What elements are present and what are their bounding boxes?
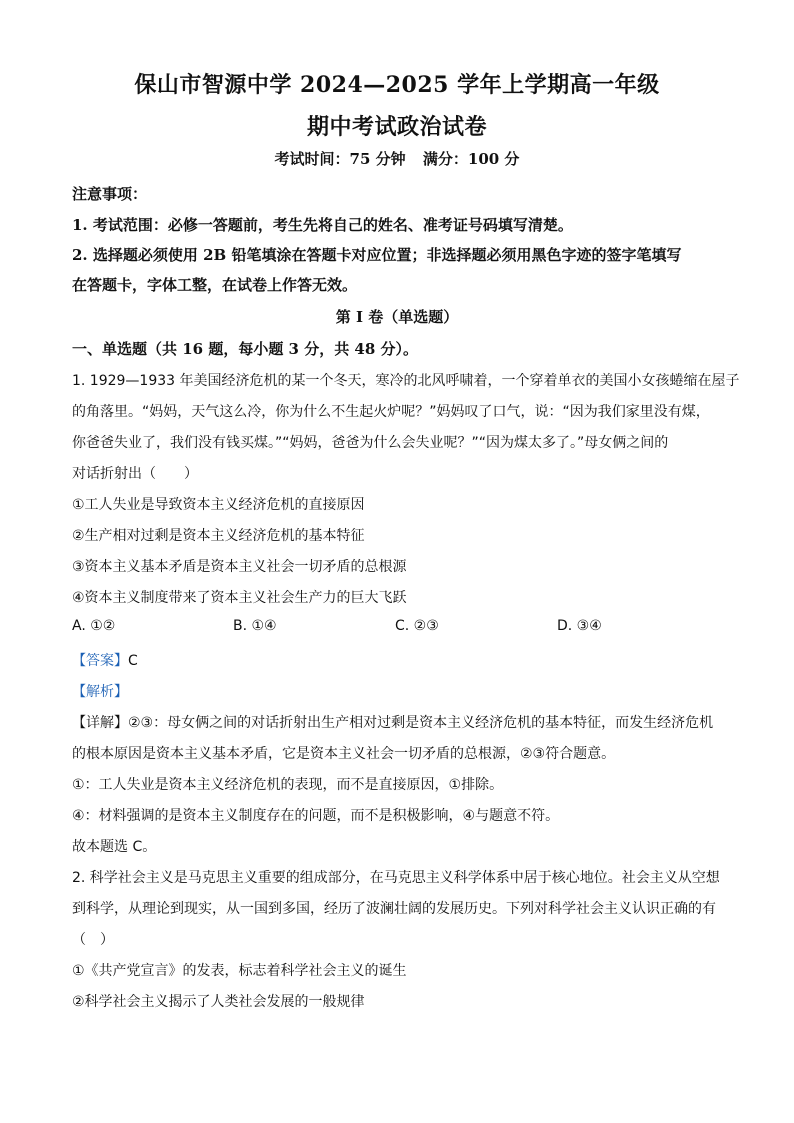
q1-analysis (72, 681, 732, 701)
q1-statement-4: ④资本主义制度带来了资本主义社会生产力的巨大飞跃 (72, 590, 407, 606)
answer-label: 【答案】 (72, 653, 128, 669)
q1-detail-line3: ①：工人失业是资本主义经济危机的表现，而不是直接原因，①排除。 (72, 777, 504, 793)
q1-stem-line3: 你爸爸失业了，我们没有钱买煤。”“妈妈，爸爸为什么会失业呢？”“因为煤太多了。”母女俩之间的 (72, 435, 669, 451)
exam-meta (0, 148, 794, 169)
volume-title: 第 I 卷（单选题） (335, 308, 459, 326)
part-title: 一、单选题（共 16 题，每小题 3 分，共 48 分）。 (72, 340, 419, 358)
q2-statement-2: ②科学社会主义揭示了人类社会发展的一般规律 (72, 994, 365, 1010)
analysis-label: 【解析】 (72, 684, 128, 700)
notes-item-2-line2: 在答题卡，字体工整，在试卷上作答无效。 (72, 276, 358, 294)
q2-stem-line1: 2. 科学社会主义是马克思主义重要的组成部分，在马克思主义科学体系中居于核心地位。社会主义从空想 (72, 870, 720, 886)
q1-answer (72, 650, 732, 670)
q1-option-c: C. ②③ (395, 618, 439, 634)
q1-stem-line2: 的角落里。“妈妈，天气这么冷，你为什么不生起火炉呢？”妈妈叹了口气，说：“因为我们家里没有煤， (72, 404, 710, 420)
exam-time: 考试时间：75 分钟 (274, 150, 406, 168)
exam-title-line1: 保山市智源中学 2024—2025 学年上学期高一年级 (134, 72, 660, 98)
q2-statement-1: ①《共产党宣言》的发表，标志着科学社会主义的诞生 (72, 963, 407, 979)
q1-statement-2: ②生产相对过剩是资本主义经济危机的基本特征 (72, 528, 365, 544)
q1-stem-line1: 1. 1929—1933 年美国经济危机的某一个冬天，寒冷的北风呼啸着，一个穿着单衣的美国小女孩蜷缩在屋子 (72, 373, 740, 389)
answer-value: C (128, 653, 138, 669)
q1-option-d: D. ③④ (557, 618, 602, 634)
q1-detail-line1 (72, 712, 732, 732)
notes-item-1: 1. 考试范围：必修一答题前，考生先将自己的姓名、准考证号码填写清楚。 (72, 216, 573, 234)
q1-statement-3: ③资本主义基本矛盾是资本主义社会一切矛盾的总根源 (72, 559, 407, 575)
q1-option-b: B. ①④ (233, 618, 277, 634)
q1-option-a: A. ①② (72, 618, 116, 634)
notes-heading: 注意事项： (72, 185, 148, 203)
q1-stem-line4: 对话折射出（ ） (72, 466, 198, 482)
detail-label: 【详解】 (72, 715, 128, 731)
q2-stem-line3: （ ） (72, 932, 114, 948)
q2-stem-line2: 到科学，从理论到现实，从一国到多国，经历了波澜壮阔的发展历史。下列对科学社会主义认识正确的有 (72, 901, 716, 917)
detail-text-1: ②③：母女俩之间的对话折射出生产相对过剩是资本主义经济危机的基本特征，而发生经济危机 (128, 715, 714, 731)
q1-detail-line4: ④：材料强调的是资本主义制度存在的问题，而不是积极影响，④与题意不符。 (72, 808, 560, 824)
q1-conclusion: 故本题选 C。 (72, 839, 157, 855)
q1-detail-line2: 的根本原因是资本主义基本矛盾，它是资本主义社会一切矛盾的总根源，②③符合题意。 (72, 746, 616, 762)
full-score: 满分：100 分 (422, 150, 520, 168)
exam-title-line2: 期中考试政治试卷 (306, 114, 487, 140)
notes-item-2-line1: 2. 选择题必须使用 2B 铅笔填涂在答题卡对应位置；非选择题必须用黑色字迹的签字笔填写 (72, 246, 682, 264)
q1-statement-1: ①工人失业是导致资本主义经济危机的直接原因 (72, 497, 365, 513)
